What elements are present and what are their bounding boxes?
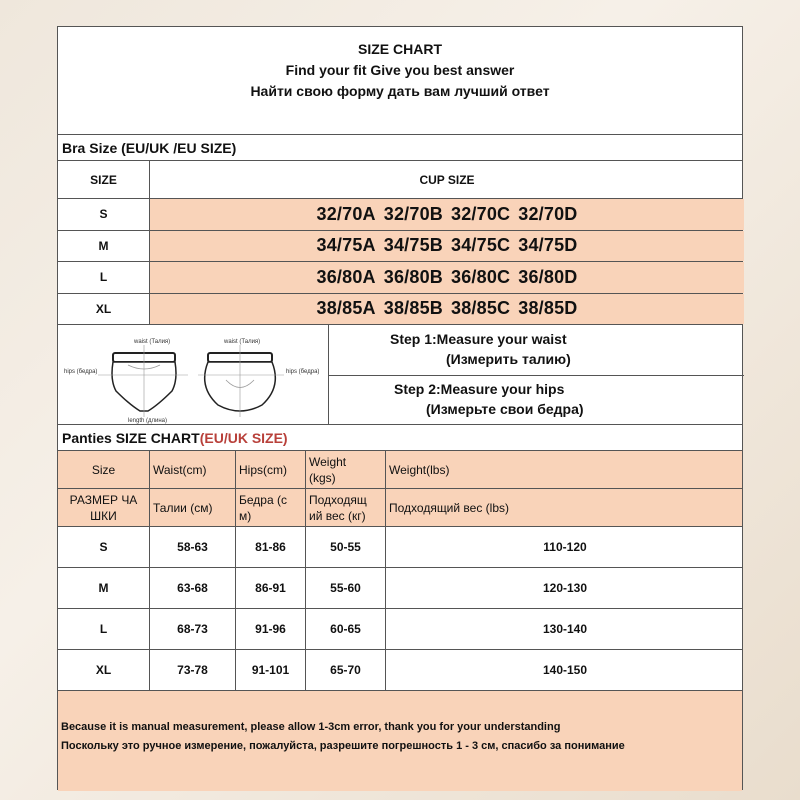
table-row [58, 527, 742, 568]
table-row [58, 568, 742, 609]
bra-section-title: Bra Size (EU/UK /EU SIZE) [58, 135, 742, 161]
header-size-ru: РАЗМЕР ЧА ШКИ [58, 489, 150, 526]
waist-cell: 73-78 [150, 650, 236, 690]
bra-size-cell: L [58, 262, 150, 293]
panties-front-icon [98, 345, 188, 417]
hips-cell: 86-91 [236, 568, 306, 608]
bra-cup-cell [150, 231, 744, 262]
cup-value: 38/85B [383, 298, 443, 319]
waist-label-front: waist (Талия) [134, 339, 171, 345]
cup-value: 38/85C [451, 298, 511, 319]
step-1-ru: (Измерить талию) [446, 351, 571, 367]
bra-size-cell: M [58, 231, 150, 262]
cup-value: 34/75D [518, 235, 578, 256]
hips-label-back: hips (бедра) [286, 369, 320, 375]
hips-cell: 91-96 [236, 609, 306, 649]
chart-title: SIZE CHART [358, 41, 442, 57]
header-waist-ru: Талии (см) [150, 489, 236, 526]
cup-value: 38/85A [316, 298, 376, 319]
bra-size-header: SIZE [58, 161, 150, 198]
weight-lbs-cell: 130-140 [542, 622, 588, 636]
weight-lbs-cell: 120-130 [542, 581, 588, 595]
chart-subtitle-ru: Найти свою форму дать вам лучший ответ [250, 83, 550, 99]
step-1-en: Step 1:Measure your waist [390, 331, 567, 347]
hips-cell: 91-101 [236, 650, 306, 690]
weight-lbs-cell: 140-150 [542, 663, 588, 677]
table-row [58, 650, 742, 691]
bra-row-l [58, 262, 742, 294]
hips-cell: 81-86 [236, 527, 306, 567]
bra-cup-header: CUP SIZE [419, 172, 475, 187]
cup-value: 32/70A [316, 203, 376, 224]
weight-kg-cell: 50-55 [306, 527, 386, 567]
header-size: Size [58, 451, 150, 488]
cup-value: 34/75C [451, 235, 511, 256]
panties-title-suffix: (EU/UK SIZE) [199, 430, 288, 446]
header-weight-kg: Weight (kgs) [306, 451, 386, 488]
cup-value: 36/80C [451, 266, 511, 287]
size-cell: XL [58, 650, 150, 690]
cup-value: 36/80B [383, 266, 443, 287]
bra-cup-cell [150, 199, 744, 230]
bra-table-header [58, 161, 742, 199]
header-hips: Hips(cm) [236, 451, 306, 488]
cup-value: 34/75B [383, 235, 443, 256]
bra-size-cell: XL [58, 294, 150, 325]
panties-header-ru [58, 489, 742, 527]
step-2-ru: (Измерьте свои бедра) [426, 401, 584, 417]
header-weight-lbs: Weight(lbs) [389, 462, 450, 477]
cup-value: 34/75A [316, 235, 376, 256]
bra-row-xl [58, 294, 742, 326]
measurement-note [58, 691, 742, 791]
header-hips-ru: Бедра (с м) [236, 489, 306, 526]
weight-kg-cell: 65-70 [306, 650, 386, 690]
note-ru: Поскольку это ручное измерение, пожалуйста, разрешите погрешность 1 - 3 см, спасибо за понимание [61, 740, 625, 752]
table-row [58, 609, 742, 650]
length-label: length (длина) [128, 418, 168, 424]
note-en: Because it is manual measurement, please allow 1-3cm error, thank you for your understanding [61, 721, 561, 733]
panties-back-icon [198, 345, 284, 417]
waist-cell: 68-73 [150, 609, 236, 649]
step-2 [328, 375, 744, 425]
size-cell: L [58, 609, 150, 649]
panties-section-title [58, 425, 742, 451]
header-weight-kg-ru: Подходящ ий вес (кг) [306, 489, 386, 526]
waist-cell: 63-68 [150, 568, 236, 608]
bra-row-m [58, 231, 742, 263]
measure-diagram-row [58, 325, 742, 425]
bra-row-s [58, 199, 742, 231]
panties-illustration [58, 325, 328, 425]
size-cell: M [58, 568, 150, 608]
size-chart-sheet [57, 26, 743, 790]
weight-lbs-cell: 110-120 [543, 540, 587, 554]
bra-cup-cell [150, 294, 744, 325]
header-waist: Waist(cm) [150, 451, 236, 488]
bra-cup-cell [150, 262, 744, 293]
cup-value: 32/70C [451, 203, 511, 224]
weight-kg-cell: 60-65 [306, 609, 386, 649]
chart-subtitle-en: Find your fit Give you best answer [285, 62, 515, 78]
cup-value: 32/70B [383, 203, 443, 224]
chart-header [58, 27, 742, 135]
weight-kg-cell: 55-60 [306, 568, 386, 608]
bra-size-cell: S [58, 199, 150, 230]
step-1 [328, 325, 744, 376]
hips-label-front: hips (бедра) [64, 369, 98, 375]
cup-value: 36/80A [316, 266, 376, 287]
panties-title-prefix: Panties SIZE CHART [62, 430, 200, 446]
waist-cell: 58-63 [150, 527, 236, 567]
waist-label-back: waist (Талия) [224, 339, 261, 345]
panties-header-en [58, 451, 742, 489]
cup-value: 36/80D [518, 266, 578, 287]
header-weight-lbs-ru: Подходящий вес (lbs) [389, 500, 510, 515]
step-2-en: Step 2:Measure your hips [394, 381, 565, 397]
size-cell: S [58, 527, 150, 567]
panties-diagram [58, 325, 329, 424]
cup-value: 38/85D [518, 298, 578, 319]
cup-value: 32/70D [518, 203, 578, 224]
